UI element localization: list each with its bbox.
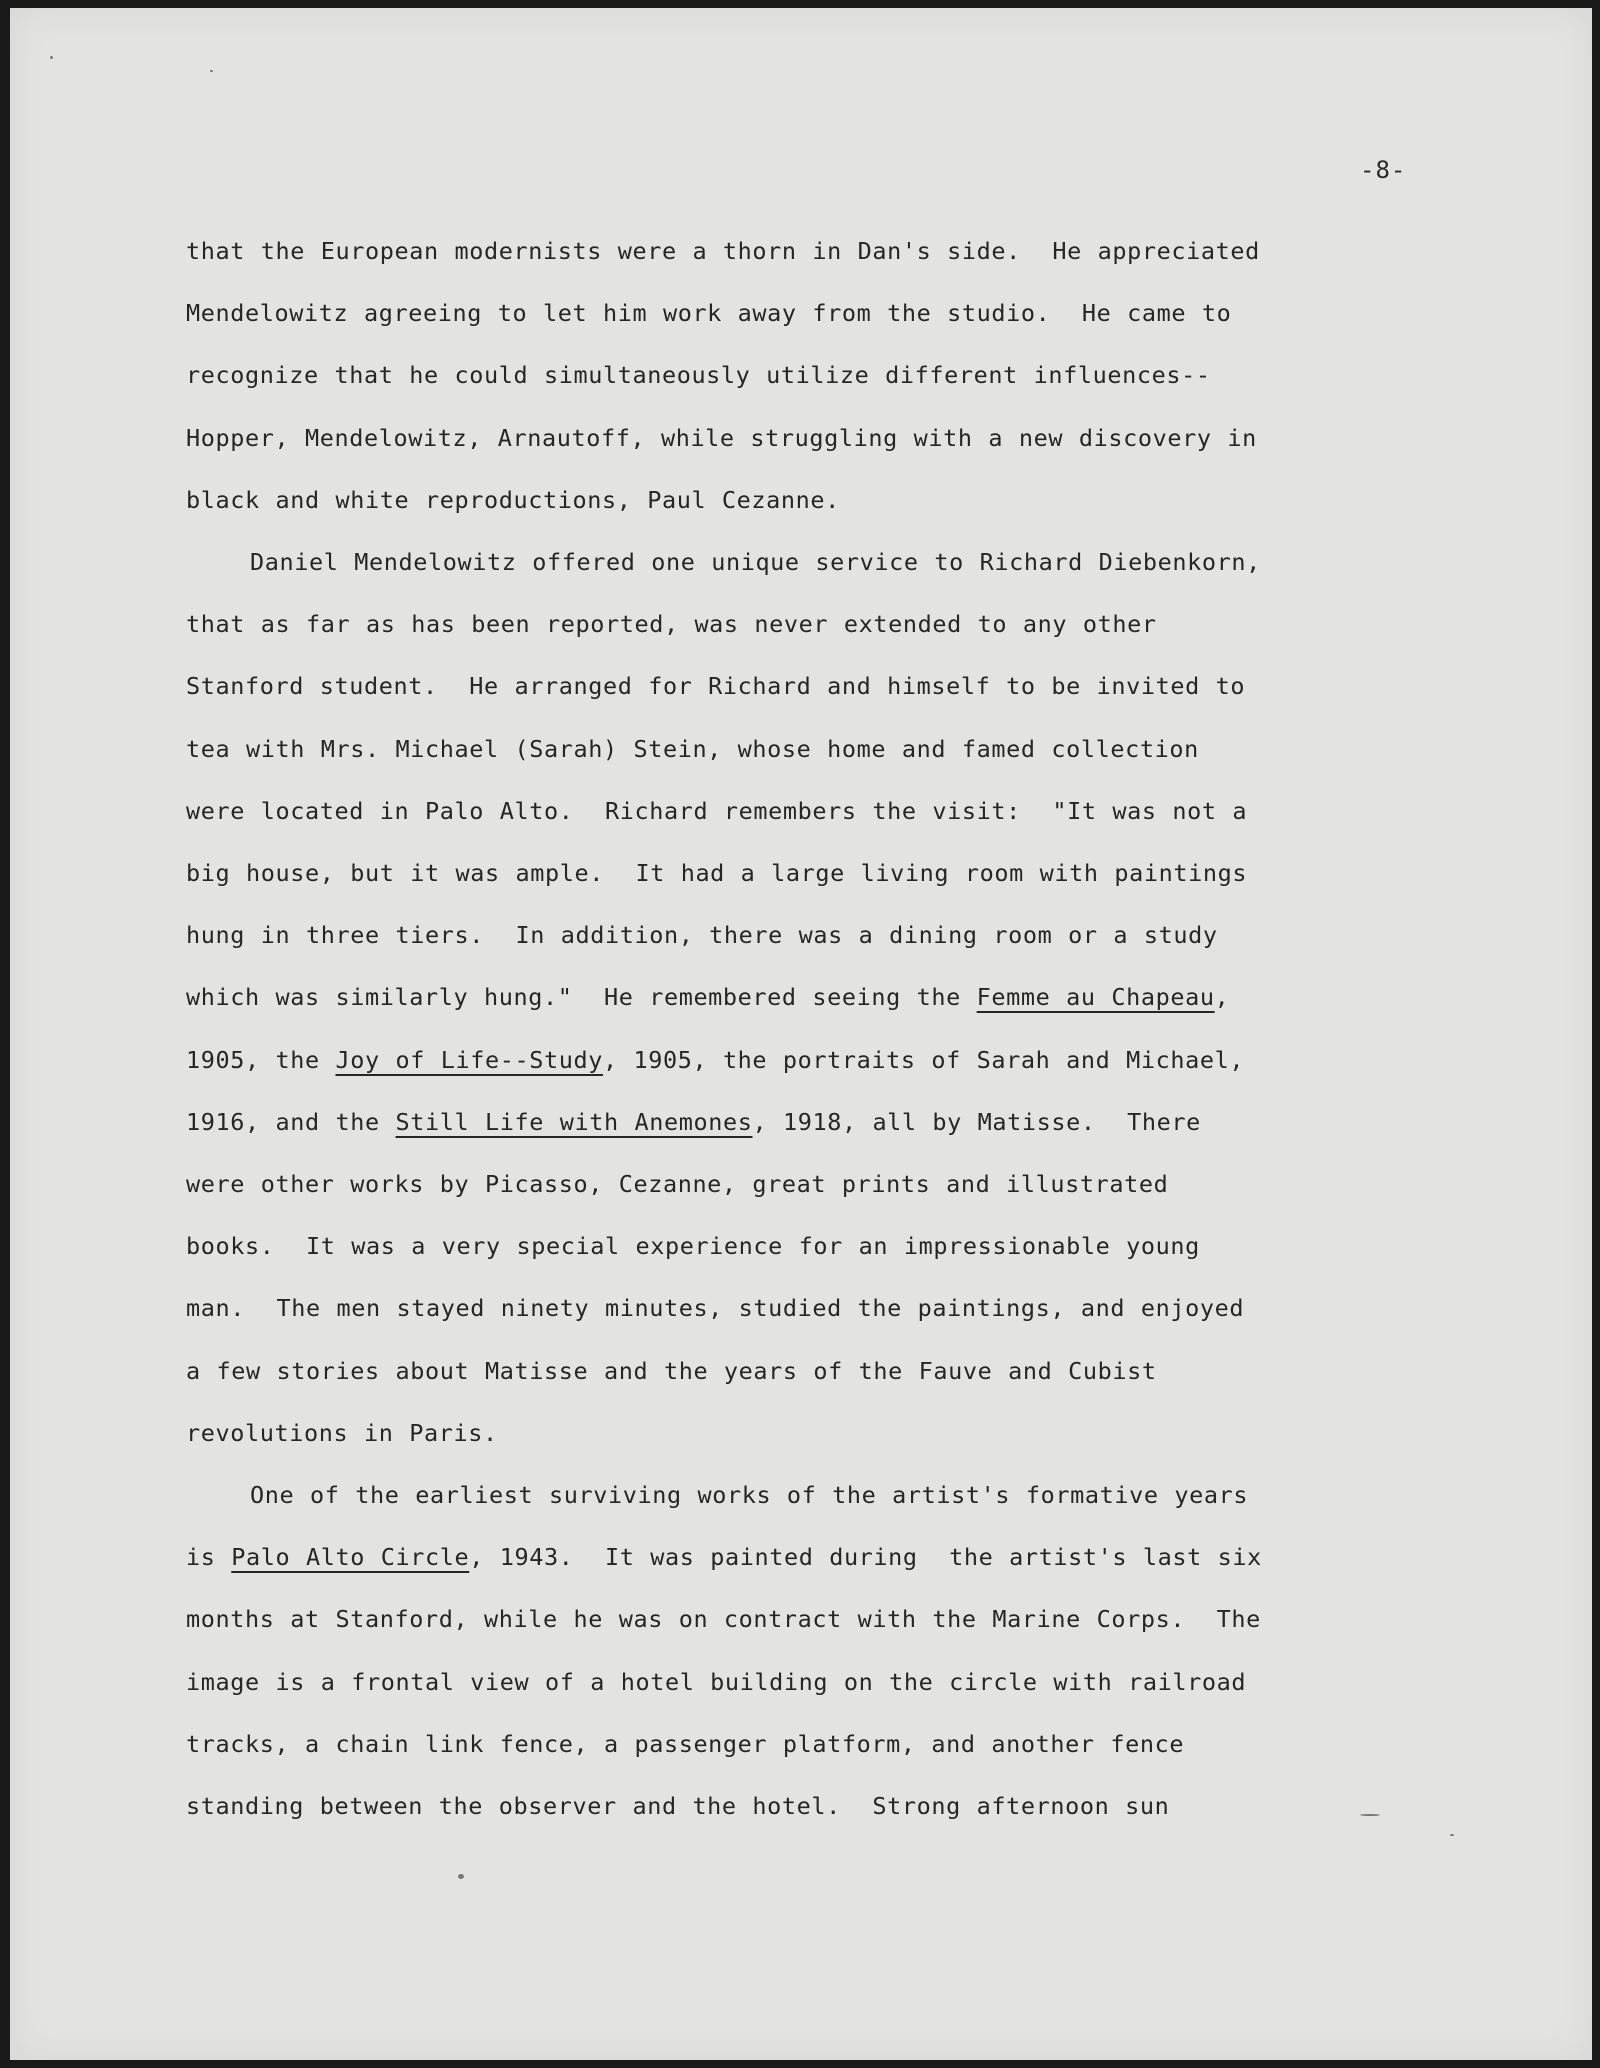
text-segment: which was similarly hung." He remembered seeing the	[186, 983, 977, 1012]
text-line: man. The men stayed ninety minutes, studied the paintings, and enjoyed	[186, 1294, 1245, 1323]
text-line: tea with Mrs. Michael (Sarah) Stein, whose home and famed collection	[186, 734, 1199, 763]
artwork-title-still-life-with-anemones: Still Life with Anemones	[395, 1107, 753, 1136]
text-line	[186, 966, 1446, 1028]
text-line: standing between the observer and the hotel. Strong afternoon sun	[186, 1792, 1170, 1821]
text-line: books. It was a very special experience for an impressionable young	[186, 1232, 1200, 1261]
text-line: tracks, a chain link fence, a passenger platform, and another fence	[186, 1729, 1185, 1758]
text-line: black and white reproductions, Paul Cezanne.	[186, 485, 840, 514]
text-segment: 1916, and the	[186, 1107, 396, 1136]
text-line: recognize that he could simultaneously utilize different influences--	[186, 361, 1211, 390]
artwork-title-joy-of-life: Joy of Life--Study	[335, 1045, 603, 1074]
document-page	[10, 8, 1592, 2060]
text-segment: , 1918, all by Matisse. There	[752, 1107, 1201, 1136]
text-line: Mendelowitz agreeing to let him work away from the studio. He came to	[186, 299, 1232, 328]
page-number: -8-	[1360, 156, 1407, 184]
paragraph-3	[186, 1464, 1446, 1837]
text-line: hung in three tiers. In addition, there was a dining room or a study	[186, 921, 1218, 950]
paragraph-1	[186, 220, 1446, 531]
text-line: were located in Palo Alto. Richard remembers the visit: "It was not a	[186, 796, 1248, 825]
text-segment: 1905, the	[186, 1045, 336, 1074]
text-segment: is	[186, 1543, 232, 1572]
text-line: months at Stanford, while he was on contract with the Marine Corps. The	[186, 1605, 1261, 1634]
text-line: that as far as has been reported, was never extended to any other	[186, 610, 1157, 639]
body-text	[186, 220, 1446, 1837]
text-line: Hopper, Mendelowitz, Arnautoff, while struggling with a new discovery in	[186, 423, 1257, 452]
scan-speck	[1360, 1814, 1380, 1816]
text-segment: ,	[1214, 983, 1230, 1012]
text-line: image is a frontal view of a hotel building on the circle with railroad	[186, 1667, 1247, 1696]
scan-speck	[1450, 1834, 1454, 1836]
text-line: big house, but it was ample. It had a large living room with paintings	[186, 859, 1248, 888]
text-line: that the European modernists were a thorn in Dan's side. He appreciated	[186, 237, 1260, 265]
text-line	[186, 1091, 1446, 1153]
text-line	[186, 1526, 1446, 1588]
scan-speck	[50, 56, 53, 59]
text-segment: , 1905, the portraits of Sarah and Michael,	[602, 1045, 1245, 1074]
text-line: were other works by Picasso, Cezanne, great prints and illustrated	[186, 1170, 1169, 1199]
artwork-title-palo-alto-circle: Palo Alto Circle	[231, 1543, 470, 1572]
text-line: One of the earliest surviving works of the artist's formative years	[250, 1481, 1249, 1510]
text-line: Daniel Mendelowitz offered one unique service to Richard Diebenkorn,	[250, 548, 1261, 577]
text-line	[186, 1029, 1446, 1091]
text-line: Stanford student. He arranged for Richard and himself to be invited to	[186, 672, 1246, 701]
scan-speck	[210, 70, 213, 72]
text-segment: , 1943. It was painted during the artist's last six	[469, 1543, 1262, 1572]
artwork-title-femme-au-chapeau: Femme au Chapeau	[976, 983, 1215, 1012]
text-line: a few stories about Matisse and the years of the Fauve and Cubist	[186, 1356, 1157, 1385]
paragraph-2	[186, 531, 1446, 1464]
text-line: revolutions in Paris.	[186, 1418, 498, 1447]
scan-speck	[458, 1874, 464, 1879]
